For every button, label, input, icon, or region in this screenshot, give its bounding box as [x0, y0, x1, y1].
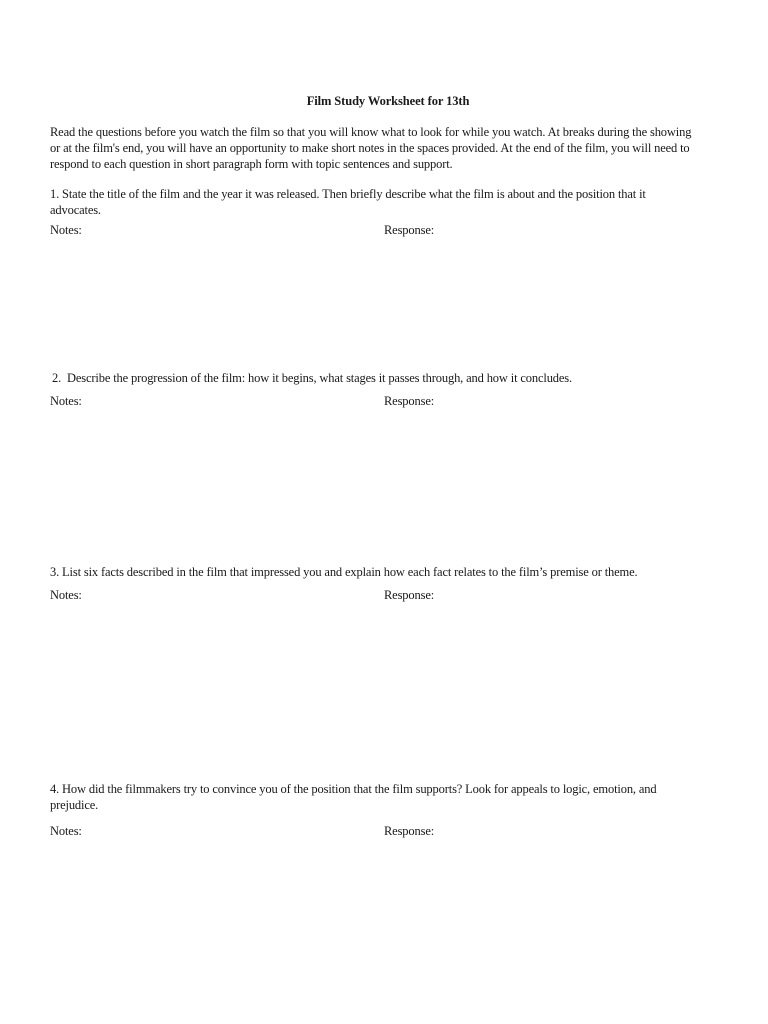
- question-4: [50, 781, 730, 813]
- question-1: [50, 186, 730, 218]
- instructions-paragraph: [50, 124, 730, 172]
- question-1-text-line: 1. State the title of the film and the year it was released. Then briefly describe what the film is about and the position that it: [50, 187, 646, 201]
- question-4-response-label: Response:: [384, 824, 435, 838]
- question-3-text-line: 3. List six facts described in the film that impressed you and explain how each fact relates to the film’s premise or theme.: [50, 565, 638, 579]
- instructions-line: respond to each question in short paragraph form with topic sentences and support.: [50, 157, 453, 171]
- question-3: [50, 564, 730, 580]
- question-2: [49, 370, 729, 386]
- question-3-response-label: Response:: [384, 588, 435, 602]
- question-4-notes-label: Notes:: [50, 824, 82, 838]
- instructions-line: Read the questions before you watch the film so that you will know what to look for while you watch. At breaks during the showing: [50, 125, 692, 139]
- instructions-line: or at the film's end, you will have an opportunity to make short notes in the spaces provided. At the end of the film, you will need to: [50, 141, 690, 155]
- question-1-text-line: advocates.: [50, 203, 101, 217]
- question-4-text-line: 4. How did the filmmakers try to convince you of the position that the film supports? Look for appeals to logic, emotion, and: [50, 782, 657, 796]
- question-2-response-label: Response:: [384, 394, 435, 408]
- question-3-notes-label: Notes:: [50, 588, 82, 602]
- question-4-text-line: prejudice.: [50, 798, 99, 812]
- question-2-notes-label: Notes:: [50, 394, 82, 408]
- question-1-notes-label: Notes:: [50, 223, 82, 237]
- page-title: Film Study Worksheet for 13th: [306, 94, 470, 108]
- question-2-text-line: 2. Describe the progression of the film: how it begins, what stages it passes through, and how it concludes.: [49, 371, 572, 385]
- question-1-response-label: Response:: [384, 223, 435, 237]
